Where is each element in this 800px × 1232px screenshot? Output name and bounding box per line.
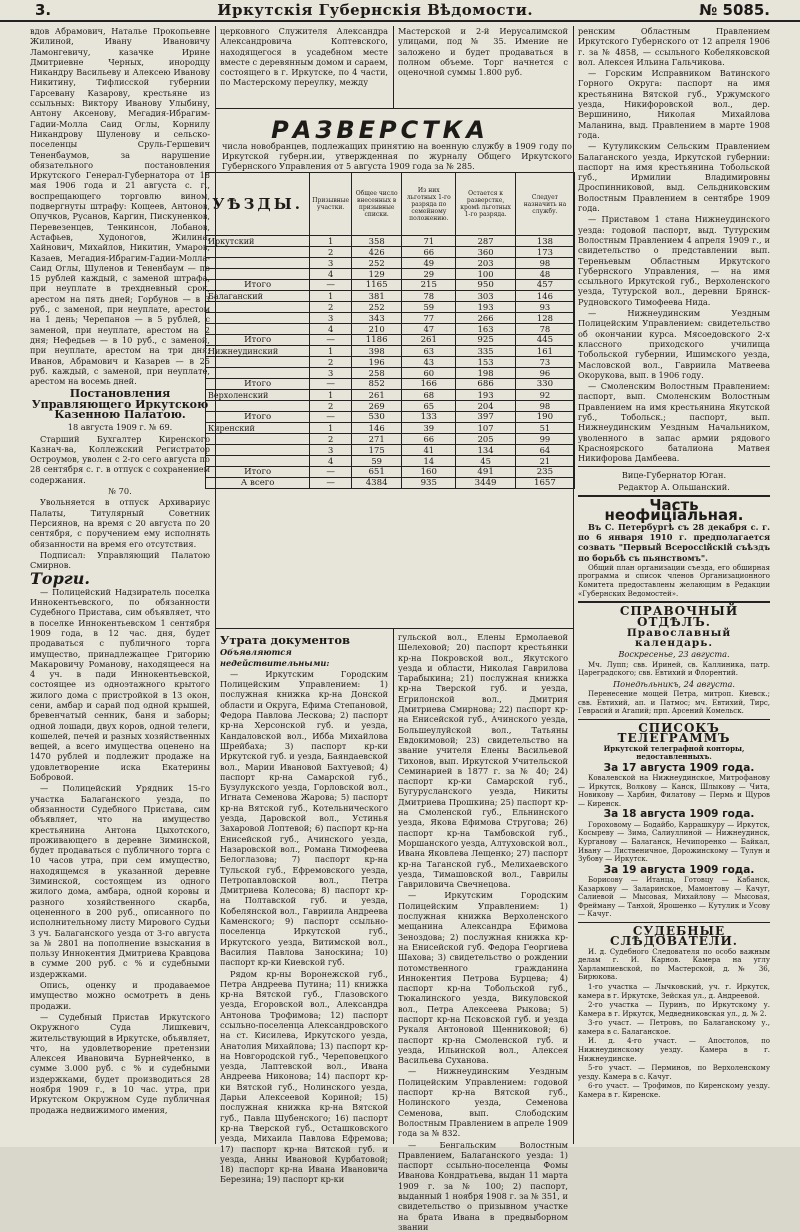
ostaetsya-cell: 287	[456, 236, 515, 247]
uchastok-cell: 4	[310, 269, 352, 280]
uezd-cell: Нижнеудинский	[206, 346, 310, 357]
uezd-cell: Итого	[206, 467, 310, 478]
total-cell: 398	[352, 346, 402, 357]
total-cell: 129	[352, 269, 402, 280]
uezd-cell	[206, 302, 310, 313]
ostaetsya-cell: 134	[456, 445, 515, 456]
ostaetsya-cell: 205	[456, 434, 515, 445]
table-row	[206, 456, 575, 467]
uchastok-cell: 1	[310, 291, 352, 302]
neofitsialnaya-heading: Часть неофиціальная.	[604, 496, 744, 525]
lost-doc-2: — Горским Исправником Ватинского Горного Округа: паспорт на имя крестьянина Вятской губ., Уржумского уезда, Никифоровской вол., дер. Вершинино, Николая Михайлова Маланина, выд. Правлением в марте 1908 года.	[578, 68, 770, 140]
monday-saints: Перенесение мощей Петра, митроп. Киевск.; свв. Евтихий, ап. и Патмос; мч. Евтихий, Тирс, Геврасий и Агапий; прп. Арсений Комельск.	[578, 690, 770, 716]
total-cell: 210	[352, 324, 402, 335]
vice-governor: Вице-Губернатор Юган.	[621, 470, 727, 481]
table-row	[206, 467, 575, 478]
lgotnye-cell: 66	[402, 434, 456, 445]
lgotnye-cell: 77	[402, 313, 456, 324]
sleduet-cell: 98	[515, 401, 574, 412]
column-1	[30, 26, 210, 1144]
investigator-1: И. д. Судебного Следователя по особо важным делам г. И. Карнов. Камера на углу Харлампиевской, по Мастерской, д. № 36, Бирюкова.	[578, 947, 770, 982]
ostaetsya-cell: 45	[456, 456, 515, 467]
table-row	[206, 412, 575, 423]
total-cell: 175	[352, 445, 402, 456]
header-total: Общее число внесенных в призывные списки.	[352, 173, 402, 236]
total-cell: 1186	[352, 335, 402, 346]
sleduet-cell: 93	[515, 302, 574, 313]
torgi-heading: Торги.	[30, 569, 90, 589]
investigators-heading: СУДЕБНЫЕ СЛѢДОВАТЕЛИ.	[610, 923, 738, 949]
date-19-august: За 19 августа 1909 года.	[603, 863, 755, 876]
column-2-bottom	[220, 632, 388, 1185]
uezd-cell: Итого	[206, 412, 310, 423]
lost-doc-4: — Приставом 1 стана Нижнеудинского уезда: годовой паспорт, выд. Тутурским Волостным Правлением 4 апреля 1909 г., и свидетельство о представлении вып. Тереньевым Областным Иркутского Губернского Управления, — на имя ссыльного Иркутской губ., Верхоленского уезда, Тутурской вол., деревни Брянск-Рудновского Тимофеева Нида.	[578, 214, 770, 307]
lgotnye-cell: 59	[402, 302, 456, 313]
table-row	[206, 346, 575, 357]
divider	[578, 466, 770, 467]
razverstka-body	[206, 236, 575, 489]
uezd-cell: Иркутский	[206, 236, 310, 247]
table-row	[206, 302, 575, 313]
auction-notice-3: Опись, оценку и продаваемое имущество можно осмотреть в день продажи.	[30, 980, 210, 1011]
utrata-title: Утрата документов	[220, 633, 351, 647]
postanovlenie-text-2: Увольняется в отпуск Архивариус Палаты, Титулярный Советник Персиянов, на время с 20 августа по 20 сентября, с поручением ему исполнять обязанности на время его отсутствия.	[30, 497, 210, 549]
lost-doc-6: — Смоленским Волостным Правлением: паспорт, вып. Смоленским Волостным Правлением на имя крестьянина Якутской губ., Тобольск.; паспорт, вып. Нижнеудинским Уездным Начальником, уволенного в запас армии рядового Красноярского баталиона Матвея Никифорова Дамбеева.	[578, 381, 770, 464]
investigator-3: 2-го участка — Пуринъ, по Иркутскому у. Камера в г. Иркутск, Медведниковская ул., д. № 2.	[578, 1001, 770, 1018]
total-cell: 59	[352, 456, 402, 467]
spravochny-heading: СПРАВОЧНЫЙ ОТДѢЛЪ.	[619, 604, 739, 629]
lgotnye-cell: 133	[402, 412, 456, 423]
ostaetsya-cell: 397	[456, 412, 515, 423]
utrata-text-2: Рядом кр-ны Воронежской губ., Петра Андреева Путина; 11) книжка кр-на Вятской губ., Глазовского уезда, Егоровской вол., Александра Антонова Трофимова; 12) паспорт ссыльно-поселенца Александровского на ст. Кисилева, Иркутского уезда, Анатолия Михайлова; 13) паспорт кр-на Новгородской губ., Череповецкого уезда, Лаптевской вол., Ивана Андреева Никонова; 14) паспорт кр-ки Вятской губ., Нолинского уезда, Дарьи Алексеевой Кориной; 15) послужная книжка кр-на Вятской губ., Павла Шубенского; 16) паспорт кр-на Тверской губ., Осташковского уезда, Михаила Павлова Ефремова; 17) паспорт кр-на Вятской губ. и уезда, Анны Ивановой Курбатовой; 18) паспорт кр-на Ивана Ивановича Березина; 19) паспорт кр-ки	[220, 968, 388, 1185]
lgotnye-cell: 215	[402, 280, 456, 291]
razverstka-note: числа новобранцев, подлежащих принятию на военную службу в 1909 году по Иркутской губерн.ии, утвержденная по журналу Общего Иркутского Губернского Управления от 5 августа 1909 года за № 285.	[222, 141, 572, 172]
table-row	[206, 423, 575, 434]
sleduet-cell: 98	[515, 258, 574, 269]
table-row	[206, 368, 575, 379]
ostaetsya-cell: 203	[456, 258, 515, 269]
total-cell: 258	[352, 368, 402, 379]
sleduet-cell: 92	[515, 390, 574, 401]
uchastok-cell: 4	[310, 324, 352, 335]
investigator-5: И. д. 4-го участ. — Апостолов, по Нижнеудинскому уезду. Камера в г. Нижнеудинске.	[578, 1037, 770, 1063]
table-row	[206, 324, 575, 335]
ostaetsya-cell: 950	[456, 280, 515, 291]
ostaetsya-cell: 360	[456, 247, 515, 258]
uchastok-cell: 3	[310, 445, 352, 456]
total-cell: 343	[352, 313, 402, 324]
auction-continued-2: Мастерской и 2-й Иерусалимской улицами, под № 35. Имение не заложено и будет продаваться в полном объеме. Торг начнется с оценочной суммы 1.800 руб.	[398, 26, 568, 78]
uchastok-cell: —	[310, 467, 352, 478]
uezd-cell: Итого	[206, 335, 310, 346]
uchastok-cell: —	[310, 478, 352, 489]
uezd-cell	[206, 456, 310, 467]
sleduet-cell: 21	[515, 456, 574, 467]
header-uezd: УѢЗДЫ.	[206, 173, 310, 236]
ostaetsya-cell: 3449	[456, 478, 515, 489]
lost-doc-5: — Нижнеудинским Уездным Полицейским Управлением: свидетельство об окончании курса. Мясоедовского 2-х классного приходского училища Тобольской губернии, Ишимского уезда, Масловской вол., Гавриила Матвеева Окорукова, вып. в 1906 году.	[578, 308, 770, 380]
telegrams-17: Ковалевской на Нижнеудинское, Митрофанову — Иркутск, Волкову — Канск, Шлыкову — Чита, Новикову — Харбин, Филатову — Пермь и Щуров — Киренск.	[578, 774, 770, 808]
column-3-top	[398, 26, 568, 106]
sleduet-cell: 73	[515, 357, 574, 368]
lgotnye-cell: 39	[402, 423, 456, 434]
postanovlenie-title: Постановления Управляющего Иркутскою Казенною Палатою.	[31, 387, 209, 421]
uchastok-cell: 4	[310, 456, 352, 467]
uchastok-cell: —	[310, 412, 352, 423]
postanovlenie-date: 18 августа 1909 г. № 69.	[67, 422, 173, 433]
sleduet-cell: 64	[515, 445, 574, 456]
total-cell: 269	[352, 401, 402, 412]
uezd-cell	[206, 445, 310, 456]
lgotnye-cell: 160	[402, 467, 456, 478]
issue-number: № 5085.	[699, 1, 770, 19]
telegram-list-subtitle: Иркутской телеграфной конторы, недоставленныхъ.	[603, 743, 745, 762]
total-cell: 852	[352, 379, 402, 390]
date-17-august: За 17 августа 1909 года.	[603, 761, 755, 774]
lgotnye-cell: 166	[402, 379, 456, 390]
sleduet-cell: 138	[515, 236, 574, 247]
section-rule	[215, 108, 573, 109]
telegram-list-heading: СПИСОКЪ ТЕЛЕГРАММЪ	[617, 720, 731, 746]
header-uchastki: Призывные участки.	[310, 173, 352, 236]
column-2-top	[220, 26, 388, 106]
sleduet-cell: 146	[515, 291, 574, 302]
ostaetsya-cell: 266	[456, 313, 515, 324]
uezd-cell: Балаганский	[206, 291, 310, 302]
utrata-continued-1: гульской вол., Елены Ермолаевой Шелеховой; 20) паспорт крестьянки кр-на Покровской вол., Якутского уезда и области, Николая Гаврилова Тарабыкина; 21) послужная книжка кр-на Тверской губ. и уезда, Егрилонской вол., Дмитрия Дмитриева Смирнова; 22) паспорт кр-на Енисейской губ., Ачинского уезда, Большеулуйской вол., Татьяны Евдокимовой; 23) свидетельство на звание учителя Елены Васильевой Тихонов, вып. Иркутской Учительской Семинарией в 1877 г. за № 40; 24) паспорт кр-ки Самарской губ., Бугурусланского уезда, Никиты Дмитриева Прошкина; 25) паспорт кр-на Смоленской губ., Ельнинского уезда, Якова Ефимова Стругова; 26) паспорт кр-на Тамбовской губ., Моршанского уезда, Алтуховской вол., Ивана Яковлева Лещенко; 27) паспорт кр-на Таганской губ., Мелихаевского уезда, Тимашовской вол., Гаврилы Гавриловича Свечнецова.	[398, 632, 568, 890]
uezd-cell	[206, 247, 310, 258]
lgotnye-cell: 49	[402, 258, 456, 269]
uchastok-cell: 3	[310, 368, 352, 379]
uezd-cell	[206, 269, 310, 280]
table-row	[206, 269, 575, 280]
newspaper-title: Иркутскія Губернскія Вѣдомости.	[217, 1, 534, 19]
uchastok-cell: 2	[310, 247, 352, 258]
total-cell: 358	[352, 236, 402, 247]
table-row	[206, 390, 575, 401]
header-ostaetsya: Остается к разверстке, кромѣ льготных 1-го разряда.	[456, 173, 515, 236]
total-cell: 651	[352, 467, 402, 478]
sleduet-cell: 96	[515, 368, 574, 379]
column-3-bottom	[398, 632, 568, 1232]
ostaetsya-cell: 204	[456, 401, 515, 412]
utrata-continued-2: — Иркутским Городским Полицейским Управлением: 1) послужная книжка Верхоленского мещанина Александра Ефимова Зеноздова; 2) послужная книжка кр-на Енисейской губ. Федора Георгиева Шахова; 3) свидетельство о рождении потомственного гражданина Иннокентия Петрова Бурцева; 4) паспорт кр-на Тобольской губ., Тюкалинского уезда, Викуловской вол., Петра Алексеева Рыкова; 5) паспорт кр-на Псковской губ. и уезда Рукаля Антоновой Щенниковой; 6) паспорт кр-на Смоленской губ. и уезда, Ильинской вол., Алексея Васильева Суханова.	[398, 890, 568, 1066]
sleduet-cell: 457	[515, 280, 574, 291]
table-row	[206, 357, 575, 368]
investigator-2: 1-го участка — Лычковский, уч. г. Иркутск, камера в г. Иркутске, Зейская ул., д. Андреевой.	[578, 982, 770, 1000]
sleduet-cell: 99	[515, 434, 574, 445]
uchastok-cell: 3	[310, 313, 352, 324]
uchastok-cell: 1	[310, 390, 352, 401]
lgotnye-cell: 78	[402, 291, 456, 302]
sleduet-cell: 1657	[515, 478, 574, 489]
uezd-cell	[206, 258, 310, 269]
table-row	[206, 313, 575, 324]
auction-continued: церковного Служителя Александра Александровича Коптевского, находящегося в усадебном месте вместе с деревянным домом и сараем, состоящего в г. Иркутске, по 4 части, по Мастерскому переулку, между	[220, 26, 388, 88]
ostaetsya-cell: 100	[456, 269, 515, 280]
total-cell: 4384	[352, 478, 402, 489]
uezd-cell	[206, 313, 310, 324]
telegrams-19: Борисову — Итанца, Готовцу — Кабанск, Казаркову — Заларинское, Мамонтову — Качуг, Салиевой — Мысовая, Михайлову — Мысовая, Фрейману — Танхой, Ярошенко — Кутулик и Усову — Качуг.	[578, 875, 770, 919]
table-row	[206, 379, 575, 390]
ostaetsya-cell: 153	[456, 357, 515, 368]
page-number: 3.	[35, 1, 52, 19]
sunday-saints: Мч. Лупп; свв. Ириней, св. Каллиника, патр. Цареградского; свв. Евтихий и Флорентий.	[578, 660, 770, 678]
ostaetsya-cell: 925	[456, 335, 515, 346]
signature-line: Подписал: Управляющий Палатою Смирнов.	[30, 549, 210, 571]
uchastok-cell: 2	[310, 357, 352, 368]
congress-notice-2: Общий план организации съезда, его обширная программа и список членов Организационного Комитета предоставлены желающим в Редакции «Губернских Ведомостей».	[578, 563, 770, 598]
table-row	[206, 478, 575, 489]
total-cell: 196	[352, 357, 402, 368]
uezd-cell	[206, 401, 310, 412]
uezd-cell: Киренский	[206, 423, 310, 434]
total-cell: 426	[352, 247, 402, 258]
lgotnye-cell: 63	[402, 346, 456, 357]
sleduet-cell: 51	[515, 423, 574, 434]
ostaetsya-cell: 107	[456, 423, 515, 434]
sleduet-cell: 78	[515, 324, 574, 335]
sleduet-cell: 190	[515, 412, 574, 423]
sunday-date: Воскресенье, 23 августа.	[618, 649, 730, 660]
lgotnye-cell: 29	[402, 269, 456, 280]
table-row	[206, 258, 575, 269]
table-row	[206, 434, 575, 445]
uezd-cell	[206, 357, 310, 368]
lgotnye-cell: 47	[402, 324, 456, 335]
uchastok-cell: 1	[310, 236, 352, 247]
sleduet-cell: 128	[515, 313, 574, 324]
postanovlenie-number: № 70.	[108, 486, 132, 497]
calendar-heading: Православный календарь.	[626, 626, 732, 650]
lgotnye-cell: 41	[402, 445, 456, 456]
table-row	[206, 335, 575, 346]
uchastok-cell: 2	[310, 401, 352, 412]
table-row	[206, 280, 575, 291]
uchastok-cell: —	[310, 379, 352, 390]
table-row	[206, 401, 575, 412]
sleduet-cell: 235	[515, 467, 574, 478]
ostaetsya-cell: 198	[456, 368, 515, 379]
lgotnye-cell: 68	[402, 390, 456, 401]
ostaetsya-cell: 686	[456, 379, 515, 390]
total-cell: 530	[352, 412, 402, 423]
uezd-cell	[206, 324, 310, 335]
ostaetsya-cell: 303	[456, 291, 515, 302]
razverstka-table	[205, 172, 575, 489]
uezd-cell: Итого	[206, 379, 310, 390]
section-rule	[215, 628, 573, 629]
table-row	[206, 236, 575, 247]
sleduet-cell: 48	[515, 269, 574, 280]
utrata-continued-4: — Бенгальским Волостным Правлением, Балаганского уезда: 1) паспорт ссыльно-поселенца Фомы Иванова Кондратьева, выдан 11 марта 1909 г. за № 100; 2) паспорт, выданный 1 ноября 1908 г. за № 351, и свидетельство о призывном участке на брата Ивана в предвыборном звании	[398, 1139, 568, 1232]
uezd-cell	[206, 368, 310, 379]
sleduet-cell: 173	[515, 247, 574, 258]
investigator-4: 3-го участ. — Петровъ, по Балаганскому у., камера в с. Балаганское.	[578, 1019, 770, 1036]
editor: Редактор А. Ольшанский.	[618, 481, 730, 492]
page-header	[0, 0, 800, 22]
monday-date: Понедѣльникъ, 24 августа.	[613, 678, 735, 689]
razverstka-title: РАЗВЕРСТКА	[271, 116, 489, 144]
investigator-7: 6-го участ. — Трофимов, по Киренскому уезду. Камера в г. Киренске.	[578, 1082, 770, 1100]
sleduet-cell: 161	[515, 346, 574, 357]
total-cell: 381	[352, 291, 402, 302]
uchastok-cell: —	[310, 280, 352, 291]
column-4	[578, 26, 770, 1144]
lgotnye-cell: 261	[402, 335, 456, 346]
table-row	[206, 247, 575, 258]
uchastok-cell: 2	[310, 434, 352, 445]
utrata-subtitle: Объявляются недействительными:	[220, 647, 330, 668]
column-rule	[393, 26, 394, 108]
total-cell: 261	[352, 390, 402, 401]
congress-notice: Въ С. Петербургѣ съ 28 декабря с. г. по 6 января 1910 г. предполагается созвать "Первый Всероссійскій съѣздъ по борьбѣ съ пьянствомъ".	[578, 521, 770, 563]
lgotnye-cell: 66	[402, 247, 456, 258]
utrata-text-1: — Иркутским Городским Полицейским Управлением: 1) послужная книжка кр-на Донской области и Округа, Ефима Степановой, Федора Павлова Лескова; 2) паспорт кр-на Херсонской губ. и уезда, Кандаловской вол., Ибба Михайлова Шрейбаха; 3) паспорт кр-ки Иркутской губ. и уезда, Баяндаевской вол., Марии Ивановой Бахтуевой; 4) паспорт кр-на Самарской губ., Бузулукского уезда, Горловской вол., Игната Семенова Жарова; 5) паспорт кр-на Вятской губ., Котельнического уезда, Даровской вол., Устинья Захаровой Лоптевой; 6) паспорт кр-на Енисейской губ., Ачинского уезда, Назаровской вол., Романа Тимофеева Белоглазова; 7) паспорт кр-на Тульской губ., Ефремовского уезда, Петропавловской вол., Петра Дмитриева Колесова; 8) паспорт кр-на Полтавской губ. и уезда, Кобелянской вол., Гавриила Андреева Каменского; 9) паспорт ссыльно-поселенца Иркутской губ., Иркутского уезда, Витимской вол., Василия Павлова Заноскина; 10) паспорт кр-ки Киевской губ.	[220, 668, 388, 968]
lgotnye-cell: 71	[402, 236, 456, 247]
lgotnye-cell: 43	[402, 357, 456, 368]
auction-notice-2: — Полицейский Урядник 15-го участка Балаганского уезда, по обязанности Судебного Пристава, сим объявляет, что на имущество крестьянина Антона Цыхотского, проживающего в деревне Зиминской, будет продаваться с публичного торга с 10 часов утра, при сем имущество, находящемся в указанной деревне Зиминской, состоящем из одного жилого дома, амбара, одной коровы и разного хозяйственного скарба, оцененного в 200 руб., описанного по исполнительному листу Мирового Судьи 3 уч. Балаганского уезда от 3-го августа за № 2801 на пополнение взыскания в пользу Иннокентия Дмитриева Кравцова в сумме 200 руб. с % и судебными издержками.	[30, 783, 210, 979]
sleduet-cell: 445	[515, 335, 574, 346]
lost-doc-1: ренским Областным Правлением Иркутского Губернского от 12 апреля 1906 г. за № 4858, — ссыльного Кобеляковской вол. Алексея Ильина Гальчикова.	[578, 26, 770, 67]
ostaetsya-cell: 193	[456, 390, 515, 401]
header-lgotnye: Из них льготных 1-го разряда по семейному положению.	[402, 173, 456, 236]
total-cell: 252	[352, 302, 402, 313]
table-row	[206, 445, 575, 456]
divider	[578, 719, 770, 720]
total-cell: 271	[352, 434, 402, 445]
lost-doc-3: — Кутуликским Сельским Правлением Балаганского уезда, Иркутской губернии: паспорт на имя крестьянина Тобольской губ., Ирмилии Владимировны Дроспинниковой, выд. Сельдниковским Волостным Правлением в сентябре 1909 года.	[578, 141, 770, 214]
sleduet-cell: 330	[515, 379, 574, 390]
uezd-cell	[206, 434, 310, 445]
postanovlenie-text: Старший Бухгалтер Киренского Казнач-ва, Коллежский Регистратор Остроумов, уволен с 2-го сего августа по 28 сентября с. г. в отпуск с сохранением содержания.	[30, 433, 210, 485]
uezd-cell: Верхоленский	[206, 390, 310, 401]
ostaetsya-cell: 163	[456, 324, 515, 335]
ostaetsya-cell: 335	[456, 346, 515, 357]
total-cell: 146	[352, 423, 402, 434]
auction-notice-4: — Судебный Пристав Иркутского Окружного Суда Лишкевич, жительствующий в Иркутске, объявляет, что, на удовлетворение претензии Алексея Ивановича Бурнейченко, в сумме 3.000 руб. с % и судебными издержками, будет производиться 28 ноября 1909 г., в 10 час. утра, при Иркутском Окружном Суде публичная продажа недвижимого имения,	[30, 1011, 210, 1115]
total-cell: 1165	[352, 280, 402, 291]
lgotnye-cell: 65	[402, 401, 456, 412]
table-row	[206, 291, 575, 302]
lgotnye-cell: 935	[402, 478, 456, 489]
uchastok-cell: 2	[310, 302, 352, 313]
utrata-continued-3: — Нижнеудинским Уездным Полицейским Управлением: годовой паспорт кр-на Вятской губ., Нолинского уезда, Семенова Семенова, вып. Слободским Волостным Правлением в апреле 1909 года за № 832.	[398, 1066, 568, 1139]
lgotnye-cell: 60	[402, 368, 456, 379]
uchastok-cell: 1	[310, 423, 352, 434]
uchastok-cell: 3	[310, 258, 352, 269]
uchastok-cell: 1	[310, 346, 352, 357]
divider	[578, 601, 770, 603]
uchastok-cell: —	[310, 335, 352, 346]
total-cell: 252	[352, 258, 402, 269]
ostaetsya-cell: 193	[456, 302, 515, 313]
divider	[578, 922, 770, 923]
uezd-cell: А всего	[206, 478, 310, 489]
investigator-6: 5-го участ. — Перминов, по Верхоленскому уезду. Камера в с. Качуг.	[578, 1064, 770, 1081]
lgotnye-cell: 14	[402, 456, 456, 467]
fines-paragraph: вдов Абрамович, Наталье Прокопьевне Жилиной, Ивану Ивановичу Ламонгевичу, казачке Ирине Дмитриевне Черных, инородцу Никандру Васильеву и Алексею Иванову Никитину, Тифлисской губернии Гарсевану Казарову, крестьяне из ссыльных: Виктору Иванову Улыбину, Антону Аксенову, Мегадия-Ибрагим-Гадии-Молла Саид Оглы, Корнилу Никандрову Шуленову и сельско-поселенцы Сруль-Гершевич Тененбаумов, за нарушение обязательного постановления Иркутского Генерал-Губернатора от 18 мая 1906 года и 21 августа с. г., воспрещающего торговлю вином, подвергнуты штрафу: Кощеев, Антонов, Опучков, Русанов, Каргин, Пискуненков, Перевезенцев, Тенкинсон, Лобанов, Астафьев, Худоногов, Жилина, Хайнович, Михайлов, Никитин, Умаров, Казаев, Мегадия-Ибрагим-Гадии-Молла-Саид Оглы, Шуленов и Тененбаум — по 15 рублей каждый, с заменой штрафа, при неуплате в трехдневный срок, арестом на пять дней; Горбунов — в 3 руб., с заменой, при неуплате, арестом на 1 день; Черепанов — в 5 рублей, с заменой, при неуплате, арестом на 2 дня; Нефедьев — в 10 руб., с заменой, при неуплате, арестом на три дня; Иванов, Абрамович и Казарев — в 25 руб. каждый, с заменой, при неуплате, арестом на восемь дней.	[30, 26, 210, 387]
ostaetsya-cell: 491	[456, 467, 515, 478]
header-sleduet: Следует назначить на службу.	[515, 173, 574, 236]
column-rule	[393, 628, 394, 1144]
uezd-cell: Итого	[206, 280, 310, 291]
date-18-august: За 18 августа 1909 года.	[603, 808, 755, 821]
auction-notice-1: — Полицейский Надзиратель поселка Иннокентьевского, по обязанности Судебного Пристава, сим объявляет, что в поселке Иннокентьевском 1 сентября 1909 года, в 12 час. дня, будет продаваться с публичного торга имущество, принадлежащее Григорию Макаровичу Романову, находящееся на 4 уч. в пади Иннокентьевской, состоящее из одноэтажного крытого жилого дома с пристройкой в 13 окон, сени, амбар и сарай под одной крышей, бревенчатый сенник, баня и заборы; одной лошади, двух коров, одной телеги, кошелей, печей и разных хозяйственных вещей, а всего имущества оценено на 1470 рублей и подлежит продаже на удовлетворение иска Екатерины Бобровой.	[30, 586, 210, 783]
telegrams-18: Гороховому — Бодайбо, Каррашкуру — Иркутск, Косыреву — Зима, Салиуллиной — Нижнеудинск, Курганову — Балаганск, Нечипоренко — Байкал, Ивану — Лиственичное, Дорожинскому — Тулун и Зубову — Иркутск.	[578, 820, 770, 864]
